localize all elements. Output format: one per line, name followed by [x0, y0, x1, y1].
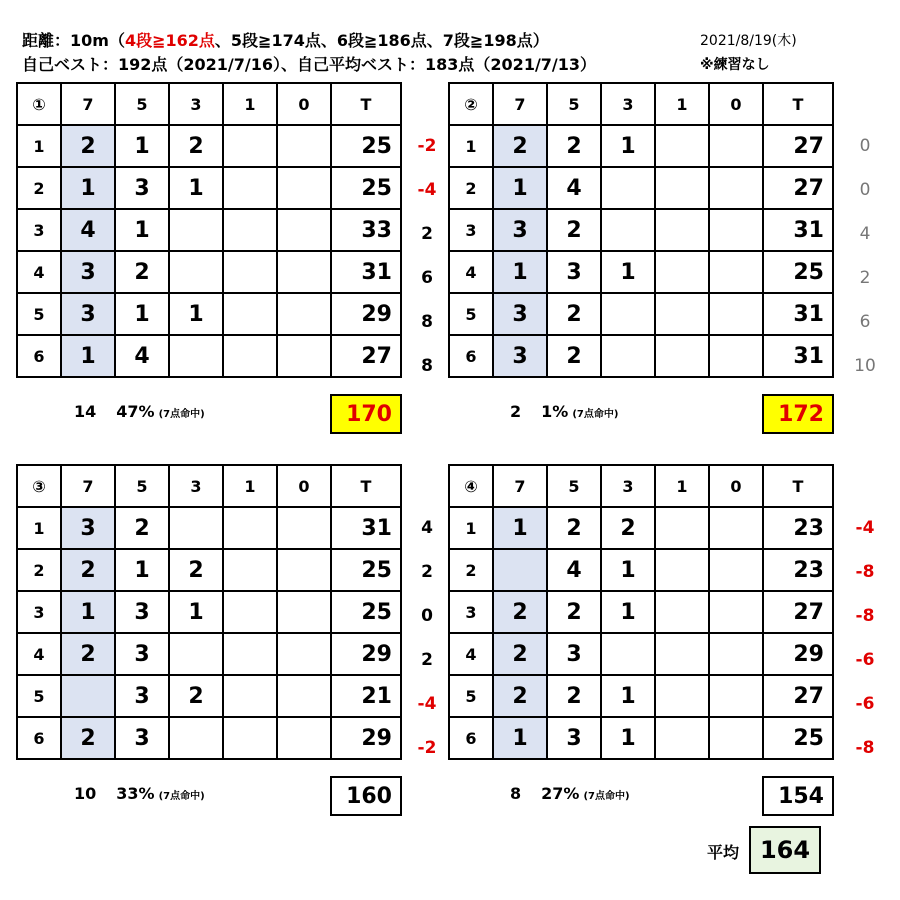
arrow-count-0	[277, 335, 331, 377]
cumulative-diff: 2	[421, 224, 433, 244]
arrow-count-5: 3	[115, 167, 169, 209]
column-header: 7	[493, 465, 547, 507]
cumulative-diff: -4	[855, 518, 875, 538]
distance-line	[22, 28, 549, 51]
hit-summary	[74, 402, 205, 421]
arrow-count-5: 3	[115, 717, 169, 759]
end-row	[449, 675, 833, 717]
distance-prefix: 距離：10m（	[22, 31, 125, 50]
arrow-count-1	[655, 507, 709, 549]
end-total: 31	[763, 209, 833, 251]
column-header: 5	[115, 465, 169, 507]
arrow-count-7: 3	[61, 507, 115, 549]
round-total: 154	[762, 776, 834, 816]
arrow-count-7: 1	[61, 167, 115, 209]
arrow-count-0	[709, 167, 763, 209]
arrow-count-0	[277, 251, 331, 293]
arrow-count-3: 1	[169, 167, 223, 209]
arrow-count-7: 3	[61, 293, 115, 335]
arrow-count-1	[655, 125, 709, 167]
arrow-count-1	[655, 675, 709, 717]
arrow-count-1	[655, 549, 709, 591]
arrow-count-3	[601, 293, 655, 335]
end-row	[17, 167, 401, 209]
personal-best: 自己ベスト：192点（2021/7/16）、自己平均ベスト：183点（2021/7/13）	[22, 55, 597, 74]
cumulative-diff: 6	[859, 312, 871, 332]
cumulative-diff: -6	[855, 650, 875, 670]
arrow-count-3: 2	[169, 675, 223, 717]
arrow-count-5: 3	[547, 633, 601, 675]
end-row	[17, 209, 401, 251]
arrow-count-3	[169, 717, 223, 759]
arrow-count-7: 2	[493, 125, 547, 167]
arrow-count-3	[601, 209, 655, 251]
round-total: 170	[330, 394, 402, 434]
arrow-count-0	[277, 125, 331, 167]
end-number: 4	[449, 633, 493, 675]
score-table-round-1	[16, 82, 402, 378]
hit-percentage: 27%	[541, 784, 580, 803]
arrow-count-7: 3	[493, 335, 547, 377]
arrow-count-5: 2	[547, 675, 601, 717]
arrow-count-0	[709, 335, 763, 377]
arrow-count-3: 2	[169, 549, 223, 591]
arrow-count-7: 1	[61, 591, 115, 633]
column-header: 1	[223, 83, 277, 125]
arrow-count-1	[655, 591, 709, 633]
cumulative-diff: 0	[859, 136, 871, 156]
average-score: 164	[749, 826, 821, 874]
arrow-count-5: 1	[115, 209, 169, 251]
round-mark: ④	[449, 465, 493, 507]
end-number: 5	[449, 293, 493, 335]
arrow-count-0	[709, 591, 763, 633]
practice-note: ※練習なし	[700, 57, 770, 73]
column-header: 7	[61, 465, 115, 507]
arrow-count-1	[655, 209, 709, 251]
column-header: 7	[493, 83, 547, 125]
end-row	[449, 549, 833, 591]
end-row	[17, 549, 401, 591]
arrow-count-7: 2	[493, 591, 547, 633]
arrow-count-3: 2	[169, 125, 223, 167]
cumulative-diff: -4	[417, 180, 437, 200]
end-number: 4	[17, 633, 61, 675]
arrow-count-1	[223, 209, 277, 251]
end-row	[449, 591, 833, 633]
cumulative-diff: 8	[421, 356, 433, 376]
arrow-count-5: 2	[547, 293, 601, 335]
arrow-count-3: 1	[169, 293, 223, 335]
arrow-count-7: 1	[493, 167, 547, 209]
arrow-count-3	[169, 251, 223, 293]
hit-percentage: 1%	[541, 402, 569, 421]
arrow-count-5: 1	[115, 293, 169, 335]
cumulative-diff: 8	[421, 312, 433, 332]
cumulative-diff: 2	[421, 650, 433, 670]
arrow-count-0	[277, 633, 331, 675]
arrow-count-0	[709, 209, 763, 251]
round-mark: ③	[17, 465, 61, 507]
arrow-count-0	[709, 251, 763, 293]
arrow-count-3	[169, 507, 223, 549]
column-header: 3	[601, 83, 655, 125]
end-row	[17, 335, 401, 377]
arrow-count-1	[223, 675, 277, 717]
arrow-count-7	[493, 549, 547, 591]
arrow-count-0	[277, 717, 331, 759]
score-table-round-2	[448, 82, 834, 378]
end-number: 3	[17, 591, 61, 633]
end-row	[17, 293, 401, 335]
arrow-count-1	[223, 717, 277, 759]
end-total: 25	[331, 167, 401, 209]
end-number: 5	[449, 675, 493, 717]
round-total: 172	[762, 394, 834, 434]
end-row	[17, 507, 401, 549]
arrow-count-3: 1	[601, 549, 655, 591]
end-row	[17, 251, 401, 293]
arrow-count-1	[223, 633, 277, 675]
hit-summary	[510, 784, 630, 803]
round-total: 160	[330, 776, 402, 816]
cumulative-diff: -6	[855, 694, 875, 714]
end-number: 2	[17, 549, 61, 591]
arrow-count-7: 2	[493, 633, 547, 675]
other-dan-requirements: 、5段≧174点、6段≧186点、7段≧198点）	[214, 31, 549, 50]
arrow-count-5: 2	[547, 591, 601, 633]
cumulative-diff: 0	[859, 180, 871, 200]
end-row	[449, 167, 833, 209]
arrow-count-1	[655, 717, 709, 759]
score-table-round-3	[16, 464, 402, 760]
arrow-count-0	[709, 549, 763, 591]
arrow-count-3: 1	[601, 125, 655, 167]
arrow-count-7	[61, 675, 115, 717]
end-total: 21	[331, 675, 401, 717]
arrow-count-1	[223, 549, 277, 591]
end-row	[449, 717, 833, 759]
end-total: 27	[763, 167, 833, 209]
cumulative-diff: 10	[854, 356, 876, 376]
column-header: 5	[547, 83, 601, 125]
end-total: 29	[331, 633, 401, 675]
hit-note: (7点命中)	[158, 791, 205, 802]
end-total: 31	[763, 293, 833, 335]
arrow-count-7: 2	[61, 717, 115, 759]
arrow-count-0	[277, 167, 331, 209]
average-label: 平均	[707, 843, 740, 862]
hit-summary	[510, 402, 618, 421]
arrow-count-5: 3	[547, 717, 601, 759]
hit-count: 10	[74, 784, 97, 803]
column-header: 1	[223, 465, 277, 507]
arrow-count-5: 3	[115, 591, 169, 633]
arrow-count-0	[277, 507, 331, 549]
end-number: 1	[449, 507, 493, 549]
hit-note: (7点命中)	[572, 409, 619, 420]
score-table-round-4	[448, 464, 834, 760]
round-mark: ②	[449, 83, 493, 125]
cumulative-diff: -8	[855, 738, 875, 758]
end-total: 25	[331, 549, 401, 591]
column-header: 0	[277, 83, 331, 125]
arrow-count-3: 1	[601, 591, 655, 633]
end-number: 5	[17, 293, 61, 335]
cumulative-diff: -8	[855, 606, 875, 626]
arrow-count-5: 2	[115, 507, 169, 549]
column-header: T	[763, 465, 833, 507]
arrow-count-1	[223, 251, 277, 293]
end-number: 1	[17, 507, 61, 549]
arrow-count-1	[223, 167, 277, 209]
arrow-count-0	[709, 125, 763, 167]
arrow-count-5: 3	[115, 675, 169, 717]
end-row	[449, 125, 833, 167]
arrow-count-5: 2	[547, 209, 601, 251]
hit-note: (7点命中)	[583, 791, 630, 802]
end-number: 3	[17, 209, 61, 251]
column-header: 1	[655, 465, 709, 507]
arrow-count-0	[709, 507, 763, 549]
arrow-count-0	[277, 549, 331, 591]
end-row	[17, 675, 401, 717]
end-number: 4	[17, 251, 61, 293]
end-row	[17, 591, 401, 633]
arrow-count-3	[601, 335, 655, 377]
end-total: 31	[763, 335, 833, 377]
cumulative-diff: 4	[421, 518, 433, 538]
arrow-count-3: 1	[601, 675, 655, 717]
arrow-count-1	[223, 507, 277, 549]
session-date: 2021/8/19(木)	[700, 33, 797, 49]
end-row	[449, 633, 833, 675]
column-header: 7	[61, 83, 115, 125]
hit-percentage: 47%	[116, 402, 155, 421]
end-total: 31	[331, 507, 401, 549]
arrow-count-0	[277, 591, 331, 633]
arrow-count-3	[601, 167, 655, 209]
arrow-count-7: 4	[61, 209, 115, 251]
column-header: 5	[547, 465, 601, 507]
end-number: 6	[449, 717, 493, 759]
arrow-count-3: 1	[601, 251, 655, 293]
cumulative-diff: -2	[417, 136, 437, 156]
arrow-count-7: 1	[493, 251, 547, 293]
arrow-count-7: 1	[493, 717, 547, 759]
column-header: T	[331, 83, 401, 125]
arrow-count-3	[169, 633, 223, 675]
arrow-count-3: 2	[601, 507, 655, 549]
arrow-count-7: 3	[493, 209, 547, 251]
column-header: 1	[655, 83, 709, 125]
column-header: 3	[601, 465, 655, 507]
cumulative-diff: 2	[859, 268, 871, 288]
end-number: 3	[449, 591, 493, 633]
end-total: 25	[763, 717, 833, 759]
arrow-count-1	[655, 167, 709, 209]
arrow-count-7: 2	[61, 125, 115, 167]
end-number: 3	[449, 209, 493, 251]
end-total: 23	[763, 549, 833, 591]
end-number: 1	[449, 125, 493, 167]
cumulative-diff: 4	[859, 224, 871, 244]
arrow-count-1	[655, 633, 709, 675]
arrow-count-7: 3	[493, 293, 547, 335]
table-header-row	[17, 83, 401, 125]
end-row	[17, 125, 401, 167]
end-total: 33	[331, 209, 401, 251]
dan4-requirement: 4段≧162点	[124, 31, 215, 50]
arrow-count-7: 2	[61, 633, 115, 675]
arrow-count-1	[223, 335, 277, 377]
column-header: 0	[277, 465, 331, 507]
end-total: 23	[763, 507, 833, 549]
cumulative-diff: 2	[421, 562, 433, 582]
cumulative-diff: -8	[855, 562, 875, 582]
cumulative-diff: -2	[417, 738, 437, 758]
end-row	[17, 633, 401, 675]
arrow-count-5: 2	[547, 335, 601, 377]
end-number: 2	[449, 549, 493, 591]
arrow-count-1	[655, 251, 709, 293]
arrow-count-3	[601, 633, 655, 675]
end-row	[449, 209, 833, 251]
column-header: 5	[115, 83, 169, 125]
hit-count: 8	[510, 784, 522, 803]
end-total: 25	[763, 251, 833, 293]
hit-note: (7点命中)	[158, 409, 205, 420]
end-total: 25	[331, 125, 401, 167]
end-total: 27	[763, 675, 833, 717]
table-header-row	[17, 465, 401, 507]
end-number: 6	[17, 335, 61, 377]
end-total: 29	[763, 633, 833, 675]
end-number: 6	[449, 335, 493, 377]
end-number: 1	[17, 125, 61, 167]
arrow-count-0	[277, 675, 331, 717]
end-total: 25	[331, 591, 401, 633]
end-row	[17, 717, 401, 759]
column-header: T	[331, 465, 401, 507]
arrow-count-5: 1	[115, 125, 169, 167]
arrow-count-0	[709, 293, 763, 335]
column-header: 0	[709, 83, 763, 125]
arrow-count-0	[277, 209, 331, 251]
end-total: 29	[331, 717, 401, 759]
cumulative-diff: 6	[421, 268, 433, 288]
arrow-count-1	[223, 591, 277, 633]
column-header: 3	[169, 83, 223, 125]
arrow-count-7: 1	[61, 335, 115, 377]
cumulative-diff: 0	[421, 606, 433, 626]
table-header-row	[449, 465, 833, 507]
arrow-count-7: 2	[493, 675, 547, 717]
end-total: 27	[763, 125, 833, 167]
arrow-count-5: 3	[547, 251, 601, 293]
end-number: 4	[449, 251, 493, 293]
arrow-count-5: 3	[115, 633, 169, 675]
end-number: 2	[449, 167, 493, 209]
column-header: 0	[709, 465, 763, 507]
arrow-count-1	[223, 293, 277, 335]
arrow-count-3	[169, 335, 223, 377]
arrow-count-0	[277, 293, 331, 335]
arrow-count-0	[709, 717, 763, 759]
end-number: 6	[17, 717, 61, 759]
arrow-count-3: 1	[601, 717, 655, 759]
cumulative-diff: -4	[417, 694, 437, 714]
end-row	[449, 251, 833, 293]
table-header-row	[449, 83, 833, 125]
arrow-count-3	[169, 209, 223, 251]
arrow-count-5: 4	[547, 167, 601, 209]
arrow-count-7: 3	[61, 251, 115, 293]
hit-summary	[74, 784, 205, 803]
arrow-count-3: 1	[169, 591, 223, 633]
column-header: 3	[169, 465, 223, 507]
end-total: 27	[331, 335, 401, 377]
arrow-count-0	[709, 633, 763, 675]
arrow-count-7: 1	[493, 507, 547, 549]
hit-percentage: 33%	[116, 784, 155, 803]
arrow-count-1	[655, 335, 709, 377]
arrow-count-5: 2	[115, 251, 169, 293]
end-row	[449, 293, 833, 335]
arrow-count-5: 2	[547, 125, 601, 167]
arrow-count-5: 4	[547, 549, 601, 591]
end-row	[449, 335, 833, 377]
hit-count: 14	[74, 402, 97, 421]
end-number: 2	[17, 167, 61, 209]
arrow-count-1	[655, 293, 709, 335]
arrow-count-7: 2	[61, 549, 115, 591]
arrow-count-5: 2	[547, 507, 601, 549]
end-total: 31	[331, 251, 401, 293]
end-total: 27	[763, 591, 833, 633]
end-total: 29	[331, 293, 401, 335]
arrow-count-0	[709, 675, 763, 717]
hit-count: 2	[510, 402, 522, 421]
column-header: T	[763, 83, 833, 125]
round-mark: ①	[17, 83, 61, 125]
arrow-count-1	[223, 125, 277, 167]
arrow-count-5: 1	[115, 549, 169, 591]
end-row	[449, 507, 833, 549]
end-number: 5	[17, 675, 61, 717]
arrow-count-5: 4	[115, 335, 169, 377]
